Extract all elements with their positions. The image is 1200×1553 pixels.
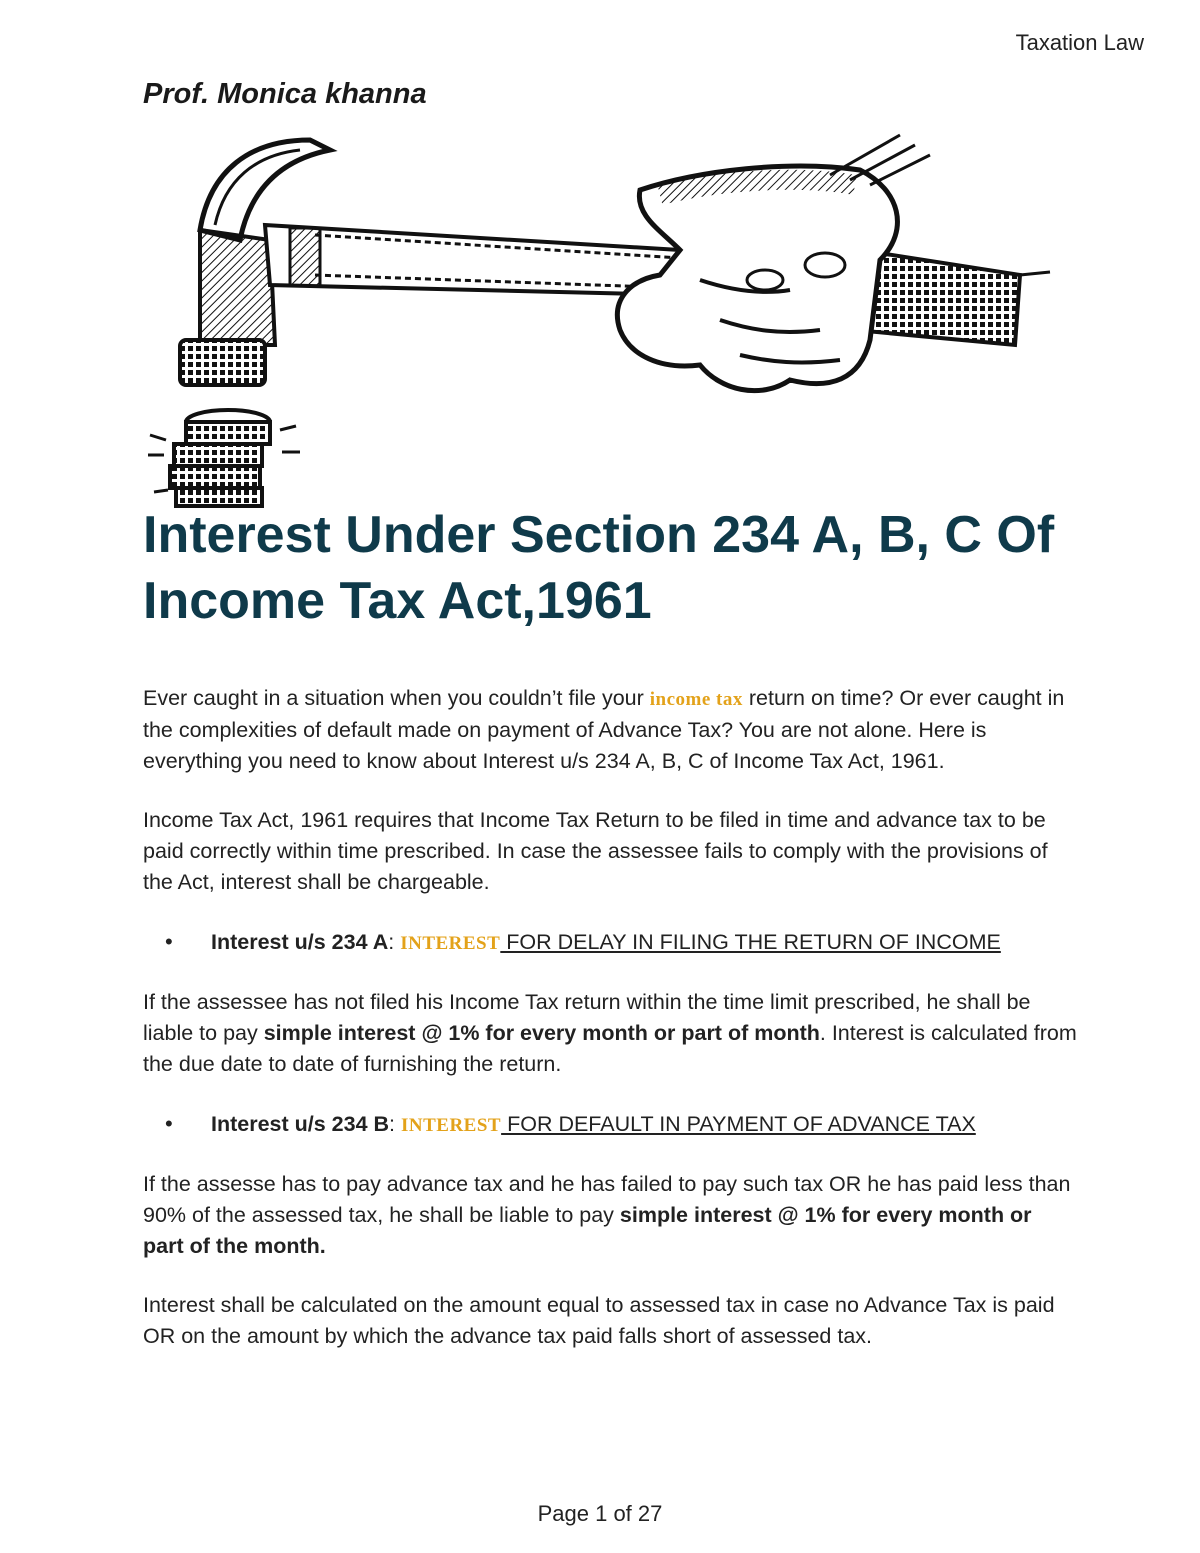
author-name: Prof. Monica khanna: [143, 78, 427, 110]
section-234a-text-1: If the assessee has not filed his Income Tax return within the time limit prescribed, he shall be liable to pay: [143, 990, 1031, 1045]
bullet-234a-label: Interest u/s 234 A: [211, 930, 389, 954]
section-234b-paragraph-2: Interest shall be calculated on the amount equal to assessed tax in case no Advance Tax is paid OR on the amount by which the advance tax paid falls short of assessed tax.: [143, 1293, 1055, 1348]
bullet-234b-heading: FOR DEFAULT IN PAYMENT OF ADVANCE TAX: [501, 1112, 976, 1136]
bullet-234a-colon: :: [388, 930, 401, 954]
bullet-234b: [165, 1108, 1078, 1141]
running-header: Taxation Law: [1015, 30, 1144, 55]
intro-text-2: return on time? Or ever caught in the complexities of default made on payment of Advance Tax? You are not alone. Here is everything you need to know about Interest u/s 234 A, B, C of Income Tax Act, 1961.: [143, 686, 1065, 773]
section-234a-bold: simple interest @ 1% for every month or part of month: [263, 1021, 820, 1045]
document-body: [143, 683, 1078, 1380]
bullet-234a-interest-link[interactable]: INTEREST: [400, 933, 501, 954]
bullet-234b-label: Interest u/s 234 B: [211, 1112, 390, 1136]
bullet-234b-colon: :: [389, 1112, 401, 1136]
bullet-234a: [165, 926, 1078, 959]
document-title: Interest Under Section 234 A, B, C Of Income Tax Act,1961: [143, 506, 1055, 630]
requirements-paragraph: Income Tax Act, 1961 requires that Income Tax Return to be filed in time and advance tax to be paid correctly within time prescribed. In case the assessee fails to comply with the provisions of the Act, interest shall be chargeable.: [143, 808, 1048, 894]
intro-paragraph: [143, 683, 1078, 777]
bullet-234a-heading: FOR DELAY IN FILING THE RETURN OF INCOME: [500, 930, 1001, 954]
section-234a-text-2: . Interest is calculated from the due date to date of furnishing the return.: [143, 1021, 1077, 1076]
bullet-dot-icon: •: [165, 1111, 173, 1136]
section-234b-bold: simple interest @ 1% for every month or part of the month.: [143, 1203, 1032, 1258]
hammer-hand-coins-icon: [140, 130, 1060, 510]
section-234a-paragraph: [143, 987, 1078, 1080]
section-234b-text-1: If the assesse has to pay advance tax and he has failed to pay such tax OR he has paid less than 90% of the assessed tax, he shall be liable to pay: [143, 1172, 1071, 1227]
section-234b-paragraph: [143, 1169, 1078, 1262]
bullet-234b-interest-link[interactable]: INTEREST: [401, 1115, 502, 1136]
income-tax-link[interactable]: income tax: [649, 689, 743, 710]
bullet-dot-icon: •: [165, 929, 173, 954]
intro-text-1: Ever caught in a situation when you couldn’t file your: [143, 686, 650, 710]
page-number: Page 1 of 27: [537, 1501, 663, 1526]
